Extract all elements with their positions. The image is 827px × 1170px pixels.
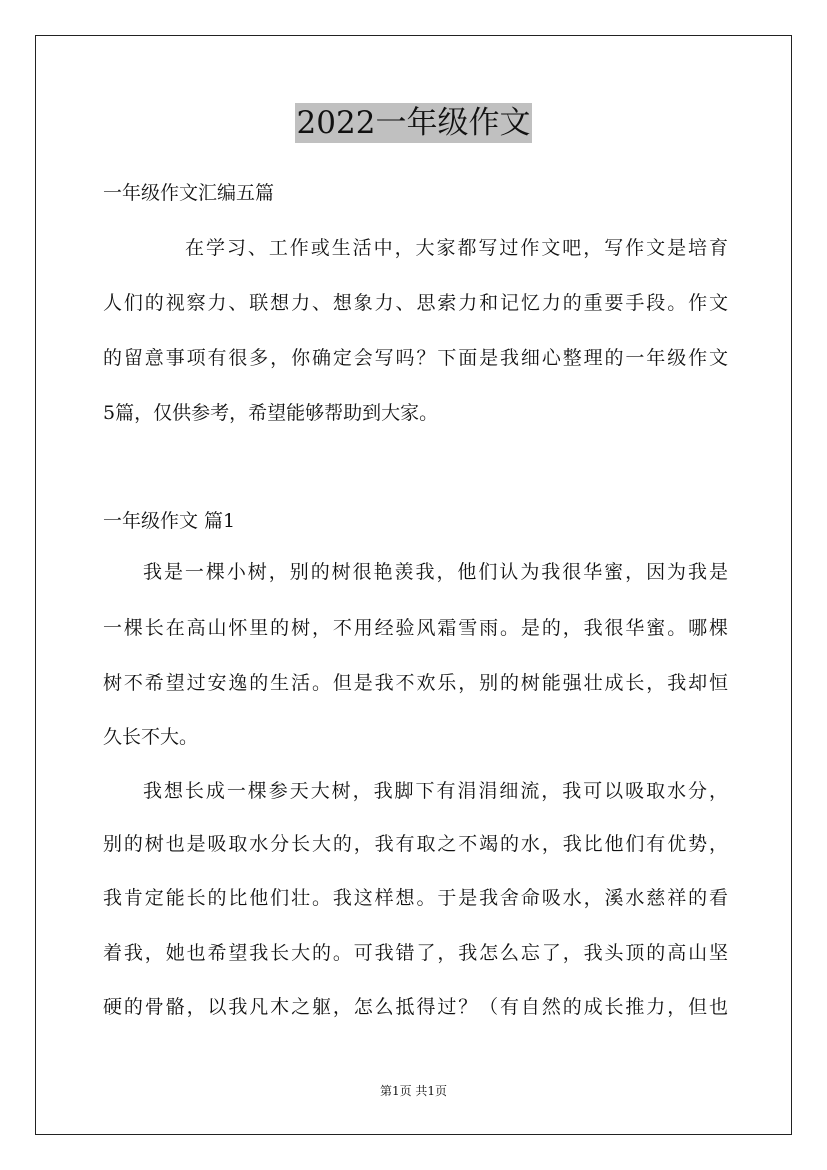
title-container xyxy=(0,103,827,143)
intro-line: 人们的视察力、联想力、想象力、思索力和记忆力的重要手段。作文 xyxy=(103,292,728,314)
document-title: 2022一年级作文 xyxy=(296,105,531,141)
paragraph-line: 树不希望过安逸的生活。但是我不欢乐，别的树能强壮成长，我却恒 xyxy=(103,672,728,694)
intro-line: 5篇，仅供参考，希望能够帮助到大家。 xyxy=(103,402,439,424)
intro-line: 的留意事项有很多，你确定会写吗？下面是我细心整理的一年级作文 xyxy=(103,347,728,369)
paragraph-line: 别的树也是吸取水分长大的，我有取之不竭的水，我比他们有优势， xyxy=(103,833,728,855)
paragraph-line: 我是一棵小树，别的树很艳羡我，他们认为我很华蜜，因为我是 xyxy=(143,561,728,583)
document-subtitle: 一年级作文汇编五篇 xyxy=(103,182,275,204)
page-footer: 第1页 共1页 xyxy=(379,1084,448,1098)
intro-line: 在学习、工作或生活中，大家都写过作文吧，写作文是培育 xyxy=(185,237,728,259)
paragraph-line: 久长不大。 xyxy=(103,726,199,748)
paragraph-line: 硬的骨骼，以我凡木之躯，怎么抵得过？（有自然的成长推力，但也 xyxy=(103,996,728,1018)
paragraph-line: 我肯定能长的比他们壮。我这样想。于是我舍命吸水，溪水慈祥的看 xyxy=(103,887,728,909)
paragraph-line: 我想长成一棵参天大树，我脚下有涓涓细流，我可以吸取水分， xyxy=(143,780,728,802)
paragraph-line: 一棵长在高山怀里的树，不用经验风霜雪雨。是的，我很华蜜。哪棵 xyxy=(103,617,728,639)
section-heading: 一年级作文 篇1 xyxy=(103,510,236,532)
paragraph-line: 着我，她也希望我长大的。可我错了，我怎么忘了，我头顶的高山坚 xyxy=(103,942,728,964)
